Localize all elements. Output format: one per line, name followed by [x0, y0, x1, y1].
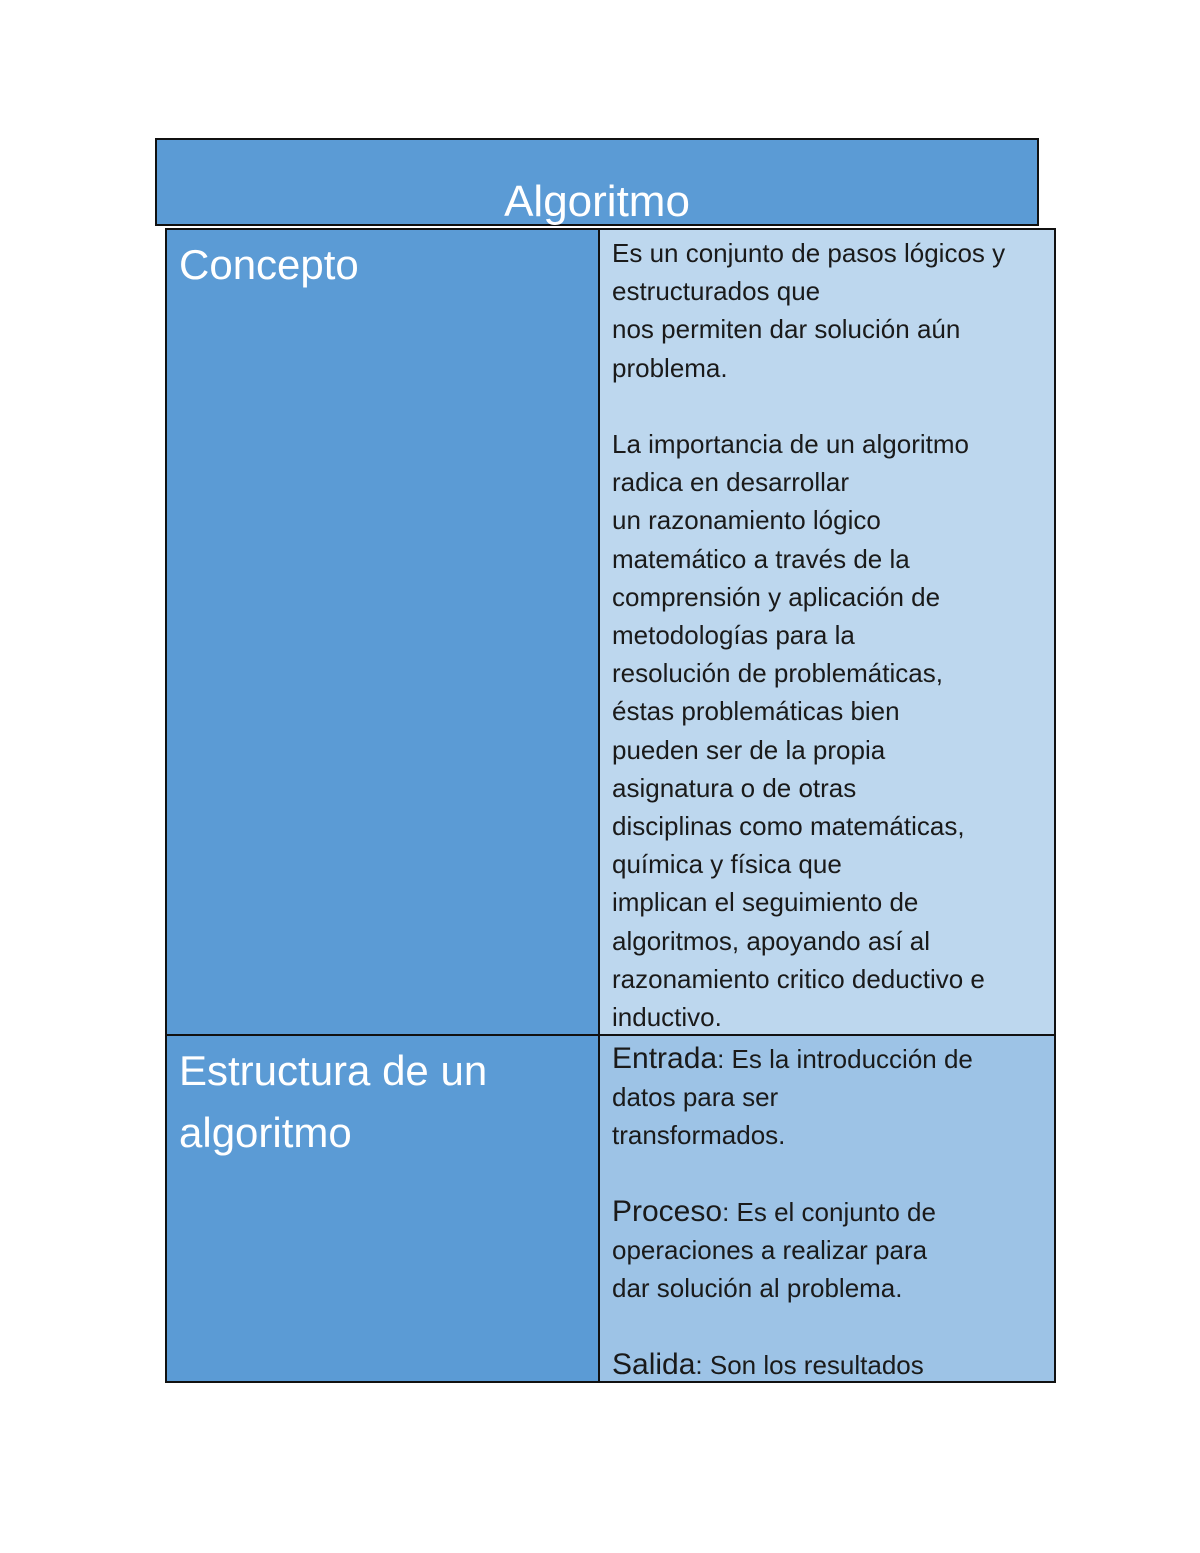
text-line: matemático a través de la	[612, 543, 910, 574]
text-line: asignatura o de otras	[612, 772, 857, 803]
text-line: comprensión y aplicación de	[612, 581, 941, 612]
paragraph-definition	[612, 234, 1042, 387]
row-content-estructura	[600, 1036, 1054, 1381]
text-line: problema.	[612, 352, 728, 383]
item-first-line	[612, 1193, 1042, 1231]
text-line: un razonamiento lógico	[612, 505, 881, 536]
item-entrada	[612, 1040, 1042, 1155]
text-line: inductivo.	[612, 1002, 722, 1033]
text-line: química y física que	[612, 849, 842, 880]
text-line: razonamiento critico deductivo e	[612, 963, 985, 994]
row-label-text: Estructura de un	[179, 1047, 488, 1094]
text-line: datos para ser	[612, 1082, 779, 1113]
text-line: metodologías para la	[612, 620, 855, 651]
text-line: disciplinas como matemáticas,	[612, 811, 965, 842]
text-line: resolución de problemáticas,	[612, 658, 943, 689]
item-term: Entrada	[612, 1042, 718, 1075]
item-definition: : Es el conjunto de	[722, 1196, 936, 1227]
item-first-line	[612, 1040, 1042, 1078]
item-definition: : Es la introducción de	[717, 1044, 973, 1074]
item-first-line	[612, 1346, 1042, 1384]
row-content-concepto	[600, 230, 1054, 1036]
title-header	[155, 138, 1039, 226]
row-label-text: Concepto	[179, 241, 359, 288]
row-label-text: algoritmo	[179, 1109, 352, 1156]
item-definition: : Son los resultados	[695, 1349, 924, 1380]
paragraph-gap	[612, 1307, 1042, 1345]
text-line: dar solución al problema.	[612, 1273, 903, 1304]
text-line: algoritmos, apoyando así al	[612, 925, 930, 956]
paragraph-importance	[612, 425, 1042, 1036]
text-line: Es un conjunto de pasos lógicos y	[612, 238, 1006, 268]
title-text: Algoritmo	[504, 177, 690, 226]
content-table	[165, 228, 1056, 1383]
text-line: pueden ser de la propia	[612, 734, 886, 765]
text-line: radica en desarrollar	[612, 467, 850, 498]
paragraph-gap	[612, 1155, 1042, 1193]
text-line: La importancia de un algoritmo	[612, 429, 969, 459]
item-proceso	[612, 1193, 1042, 1308]
item-term: Proceso	[612, 1194, 723, 1228]
text-line: operaciones a realizar para	[612, 1235, 928, 1265]
text-line: nos permiten dar solución aún	[612, 314, 961, 345]
item-term: Salida	[612, 1347, 696, 1381]
row-label-concepto	[167, 230, 600, 1036]
paragraph-gap	[612, 387, 1042, 425]
row-label-estructura	[167, 1036, 600, 1381]
text-line: implican el seguimiento de	[612, 887, 919, 918]
text-line: estructurados que	[612, 276, 821, 307]
text-line: transformados.	[612, 1120, 786, 1151]
text-line: éstas problemáticas bien	[612, 696, 900, 727]
item-salida	[612, 1346, 1042, 1384]
